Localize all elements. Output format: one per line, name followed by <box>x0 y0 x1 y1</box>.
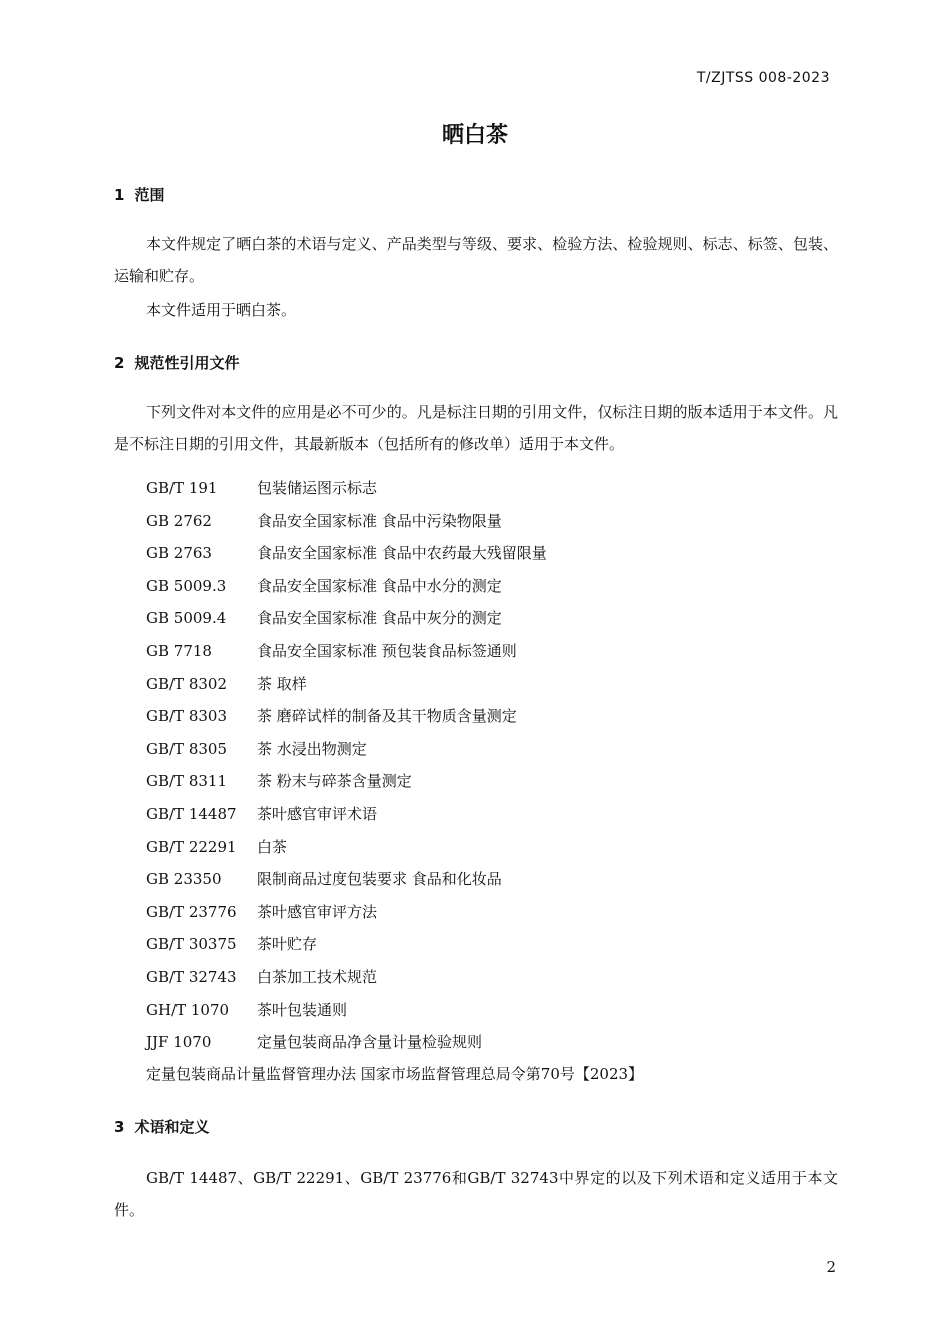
reference-item <box>146 831 547 864</box>
reference-title: 食品安全国家标准 食品中水分的测定 <box>257 576 502 595</box>
reference-item <box>146 635 547 668</box>
reference-item <box>146 765 547 798</box>
page-number: 2 <box>826 1258 836 1276</box>
reference-title: 茶 水浸出物测定 <box>257 739 367 758</box>
reference-title: 茶 磨碎试样的制备及其干物质含量测定 <box>257 707 517 726</box>
reference-title: 茶叶感官审评方法 <box>257 902 378 921</box>
reference-item <box>146 863 547 896</box>
reference-item <box>146 602 547 635</box>
reference-title: 茶叶感官审评术语 <box>257 804 378 823</box>
reference-code: GB/T 8305 <box>146 739 228 758</box>
reference-title: 食品安全国家标准 食品中灰分的测定 <box>257 609 502 628</box>
reference-code: GB/T 32743 <box>146 967 237 986</box>
section-title: 范围 <box>134 186 165 204</box>
document-code: T/ZJTSS 008-2023 <box>696 70 830 86</box>
reference-title: 茶 取样 <box>257 674 307 693</box>
reference-item <box>146 994 547 1027</box>
reference-code: GB/T 30375 <box>146 935 237 954</box>
reference-code: GB/T 23776 <box>146 902 237 921</box>
reference-title: 茶 粉末与碎茶含量测定 <box>257 772 412 791</box>
reference-code: GB 7718 <box>146 641 212 660</box>
reference-code: GB/T 191 <box>146 479 218 497</box>
reference-code: GB/T 8303 <box>146 707 228 726</box>
reference-item <box>146 928 547 961</box>
reference-title: 包装储运图示标志 <box>257 479 378 497</box>
reference-code: GB 2762 <box>146 511 212 530</box>
reference-item <box>146 798 547 831</box>
reference-title: 白茶加工技术规范 <box>257 967 378 986</box>
reference-code: GB 5009.3 <box>146 576 227 595</box>
reference-title: 食品安全国家标准 食品中农药最大残留限量 <box>257 544 547 563</box>
section-number: 3 <box>114 1118 125 1136</box>
reference-item <box>146 733 547 766</box>
reference-code: GH/T 1070 <box>146 1000 230 1019</box>
section-title: 规范性引用文件 <box>134 354 240 372</box>
reference-title: 限制商品过度包装要求 食品和化妆品 <box>257 870 502 889</box>
reference-item <box>146 537 547 570</box>
scope-paragraph: 本文件规定了晒白茶的术语与定义、产品类型与等级、要求、检验方法、检验规则、标志、标签、包装、运输和贮存。 <box>114 235 838 285</box>
scope-applicability-paragraph: 本文件适用于晒白茶。 <box>146 301 297 319</box>
reference-title: 食品安全国家标准 食品中污染物限量 <box>257 511 502 530</box>
reference-code: GB/T 14487 <box>146 804 237 823</box>
section-number: 1 <box>114 186 125 204</box>
reference-item <box>146 570 547 603</box>
reference-item <box>146 472 547 505</box>
reference-item <box>146 700 547 733</box>
section-heading-normative-references <box>114 352 239 373</box>
reference-code: GB 2763 <box>146 544 212 563</box>
section-heading-terms <box>114 1116 209 1137</box>
reference-title: 定量包装商品净含量计量检验规则 <box>257 1033 483 1052</box>
reference-code: GB/T 8302 <box>146 674 228 693</box>
reference-item <box>146 896 547 929</box>
reference-code: GB/T 8311 <box>146 772 228 791</box>
reference-title: 茶叶贮存 <box>257 935 318 954</box>
reference-item <box>146 961 547 994</box>
reference-item <box>146 505 547 538</box>
reference-item <box>146 668 547 701</box>
section-title: 术语和定义 <box>134 1118 210 1136</box>
section-heading-scope <box>114 184 164 205</box>
reference-title: 食品安全国家标准 预包装食品标签通则 <box>257 641 517 660</box>
section-number: 2 <box>114 354 125 372</box>
reference-code: GB/T 22291 <box>146 837 237 856</box>
reference-code: JJF 1070 <box>146 1033 212 1052</box>
terms-paragraph: GB/T 14487、GB/T 22291、GB/T 23776和GB/T 32743中界定的以及下列术语和定义适用于本文件。 <box>114 1169 838 1219</box>
reference-title: 白茶 <box>257 837 288 856</box>
reference-code: GB 5009.4 <box>146 609 227 628</box>
reference-list <box>146 472 547 1059</box>
document-title: 晒白茶 <box>441 123 508 148</box>
reference-code: GB 23350 <box>146 870 222 889</box>
reference-title: 茶叶包装通则 <box>257 1000 348 1019</box>
reference-regulation: 定量包装商品计量监督管理办法 国家市场监督管理总局令第70号【2023】 <box>146 1065 644 1083</box>
normative-intro-paragraph: 下列文件对本文件的应用是必不可少的。凡是标注日期的引用文件，仅标注日期的版本适用于本文件。凡是不标注日期的引用文件，其最新版本（包括所有的修改单）适用于本文件。 <box>114 403 838 453</box>
reference-item <box>146 1026 547 1059</box>
